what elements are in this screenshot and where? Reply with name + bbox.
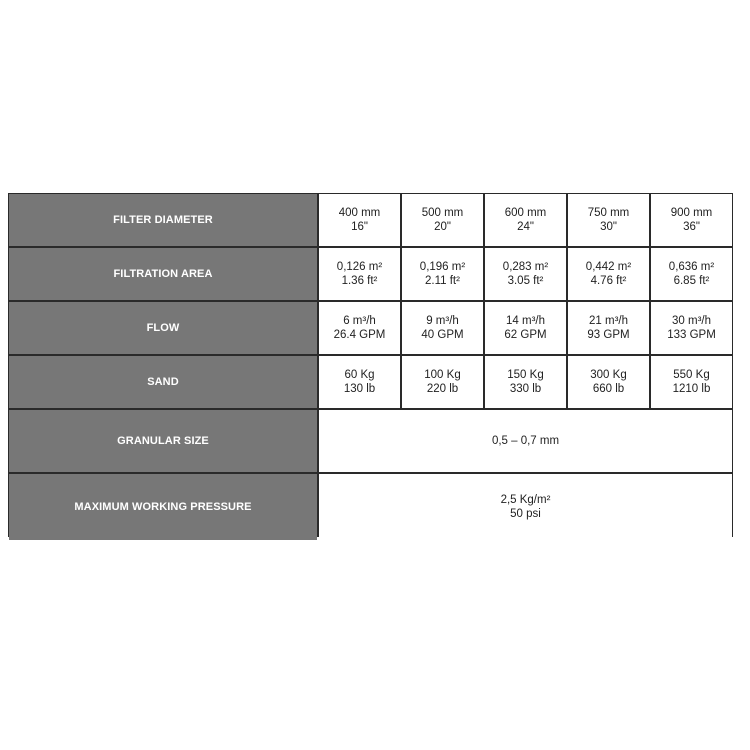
cell-line-1: 14 m³/h [506,315,545,327]
table-cell [485,248,566,300]
table-cell [651,248,732,300]
table-cell [319,356,400,408]
cell-line-1: 500 mm [421,207,464,219]
cell-line-1: 30 m³/h [672,315,711,327]
cell-line-2: 660 lb [592,383,625,395]
table-cell [485,194,566,246]
table-cell [651,302,732,354]
cell-line-2: 220 lb [426,383,459,395]
cell-line-1: 150 Kg [507,369,544,381]
cell-line-2: 26.4 GPM [333,329,386,341]
row-header-granular-size: GRANULAR SIZE [9,410,317,472]
cell-line-1: 21 m³/h [589,315,628,327]
cell-line-2: 16" [351,221,368,233]
table-cell [568,302,649,354]
cell-line-1: 750 mm [587,207,630,219]
cell-line-1: 9 m³/h [426,315,459,327]
cell-line-2: 6.85 ft² [673,275,710,287]
cell-line-1: 300 Kg [590,369,627,381]
cell-line-2: 3.05 ft² [507,275,544,287]
cell-line-2: 2.11 ft² [425,275,460,287]
table-cell [485,356,566,408]
cell-line-2: 36" [683,221,700,233]
row-header-filter-diameter: FILTER DIAMETER [9,194,317,246]
cell-line-1: 100 Kg [424,369,461,381]
table-cell [319,248,400,300]
max-pressure-value [319,474,732,540]
cell-line-1: 600 mm [504,207,547,219]
table-cell [402,248,483,300]
table-cell [568,194,649,246]
table-cell [402,356,483,408]
cell-line-2: 50 psi [510,508,541,520]
row-header-sand: SAND [9,356,317,408]
cell-line-2: 133 GPM [667,329,716,341]
row-header-flow: FLOW [9,302,317,354]
cell-line-1: 0,442 m² [585,261,632,273]
cell-line-2: 40 GPM [421,329,464,341]
table-cell [402,302,483,354]
cell-line-2: 1.36 ft² [341,275,378,287]
cell-line-2: 20" [434,221,451,233]
table-cell [568,248,649,300]
cell-line-2: 130 lb [343,383,376,395]
cell-line-1: 400 mm [338,207,381,219]
cell-line-1: 6 m³/h [343,315,376,327]
cell-line-1: 0,196 m² [419,261,466,273]
table-cell [319,194,400,246]
granular-size-value [319,410,732,472]
table-cell [651,194,732,246]
cell-line-1: 0,126 m² [336,261,383,273]
cell-line-2: 24" [517,221,534,233]
row-header-max-pressure: MAXIMUM WORKING PRESSURE [9,474,317,540]
cell-line-1: 900 mm [670,207,713,219]
cell-line-2: 62 GPM [504,329,547,341]
cell-line-1: 60 Kg [344,369,375,381]
table-cell [319,302,400,354]
cell-line-1: 550 Kg [673,369,710,381]
row-header-filtration-area: FILTRATION AREA [9,248,317,300]
cell-line-1: 0,283 m² [502,261,549,273]
table-cell [485,302,566,354]
table-cell [651,356,732,408]
cell-line-2: 1210 lb [672,383,711,395]
cell-line-2: 4.76 ft² [590,275,627,287]
cell-line-2: 330 lb [509,383,542,395]
cell-line-1: 2,5 Kg/m² [500,494,551,506]
cell-line-1: 0,5 – 0,7 mm [491,435,560,447]
cell-line-2: 30" [600,221,617,233]
spec-table [8,193,733,537]
table-cell [568,356,649,408]
cell-line-2: 93 GPM [587,329,630,341]
table-cell [402,194,483,246]
cell-line-1: 0,636 m² [668,261,715,273]
